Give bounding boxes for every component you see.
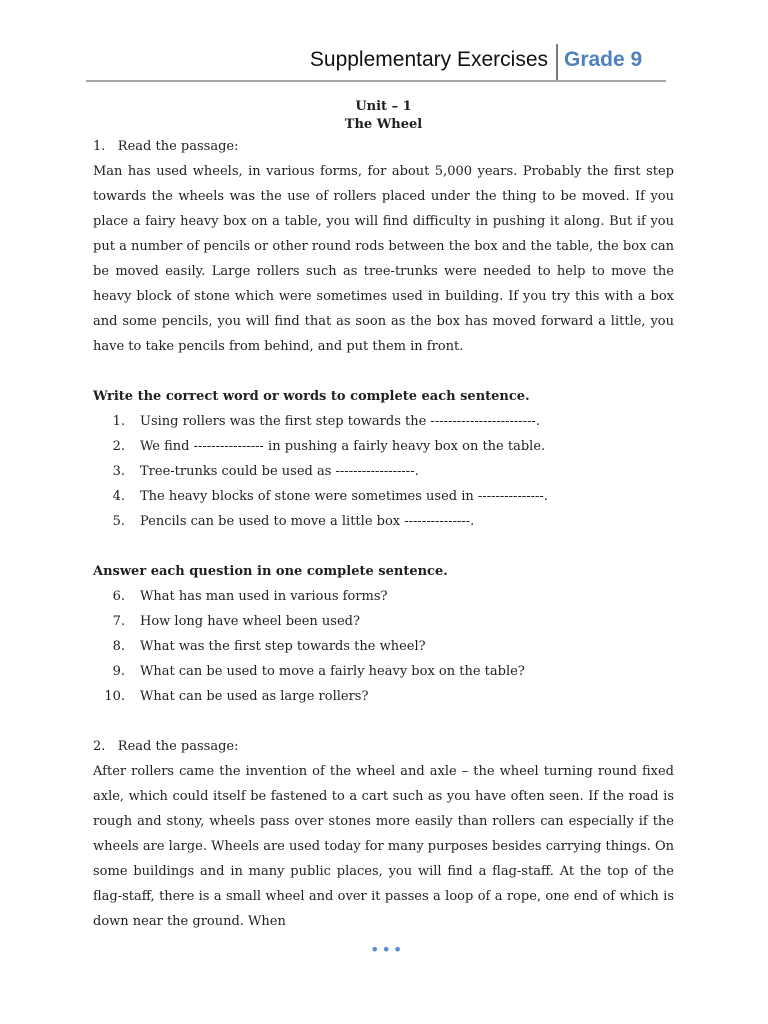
item-text: Pencils can be used to move a little box ---------------.	[140, 514, 475, 529]
item-number: 3.	[112, 464, 125, 479]
list-item	[93, 459, 674, 484]
item-number: 9.	[112, 664, 125, 679]
section-b-list	[93, 584, 674, 709]
list-item	[93, 434, 674, 459]
item-number: 10.	[104, 689, 125, 704]
item-number: 6.	[112, 589, 125, 604]
list-item	[93, 584, 674, 609]
item-text: What has man used in various forms?	[140, 589, 388, 604]
spacer	[93, 709, 674, 734]
list-item	[93, 484, 674, 509]
list-item	[93, 684, 674, 709]
header-rule	[86, 80, 666, 82]
header-title: Supplementary Exercises	[309, 48, 548, 71]
unit-title: The Wheel	[344, 117, 423, 132]
item-number: 5.	[112, 514, 125, 529]
item-text: What can be used as large rollers?	[140, 689, 369, 704]
item-text: The heavy blocks of stone were sometimes used in ---------------.	[140, 489, 548, 504]
part2-label: 2. Read the passage:	[93, 739, 239, 754]
list-item	[93, 659, 674, 684]
item-number: 4.	[112, 489, 125, 504]
item-number: 7.	[112, 614, 125, 629]
part1-passage: Man has used wheels, in various forms, for about 5,000 years. Probably the first step towards the wheels was the use of rollers placed under the thing to be moved. If you place a fairy heavy box on a table, you will find difficulty in pushing it along. But if you put a number of pencils or other round rods between the box and the table, the box can be moved easily. Large rollers such as tree-trunks were needed to help to move the heavy block of stone which were sometimes used in building. If you try this with a box and some pencils, you will find that as soon as the box has moved forward a little, you have to take pencils from behind, and put them in front.	[93, 164, 674, 354]
item-text: What was the first step towards the wheel?	[140, 639, 426, 654]
page-dots: •••	[370, 940, 405, 959]
list-item	[93, 634, 674, 659]
unit-number: Unit – 1	[355, 99, 412, 114]
document-body	[93, 98, 674, 934]
section-a-heading: Write the correct word or words to complete each sentence.	[93, 389, 530, 404]
item-text: Tree-trunks could be used as ------------------.	[140, 464, 419, 479]
item-number: 2.	[112, 439, 125, 454]
item-text: We find ---------------- in pushing a fairly heavy box on the table.	[140, 439, 546, 454]
list-item	[93, 409, 674, 434]
list-item	[93, 509, 674, 534]
list-item	[93, 609, 674, 634]
item-number: 1.	[112, 414, 125, 429]
part1-label: 1. Read the passage:	[93, 139, 239, 154]
item-text: What can be used to move a fairly heavy box on the table?	[140, 664, 525, 679]
item-text: Using rollers was the first step towards the ------------------------.	[140, 414, 540, 429]
item-text: How long have wheel been used?	[140, 614, 360, 629]
page-header	[86, 44, 666, 80]
header-separator	[556, 44, 558, 80]
part2-passage: After rollers came the invention of the wheel and axle – the wheel turning round fixed axle, which could itself be fastened to a cart such as you have often seen. If the road is rough and stony, wheels pass over stones more easily than rollers can especially if the wheels are large. Wheels are used today for many purposes besides carrying things. On some buildings and in many public places, you will find a flag-staff. At the top of the flag-staff, there is a small wheel and over it passes a loop of a rope, one end of which is down near the ground. When	[93, 764, 674, 929]
section-b-heading: Answer each question in one complete sentence.	[93, 564, 448, 579]
section-a-list	[93, 409, 674, 534]
item-number: 8.	[112, 639, 125, 654]
header-grade: Grade 9	[564, 48, 643, 71]
